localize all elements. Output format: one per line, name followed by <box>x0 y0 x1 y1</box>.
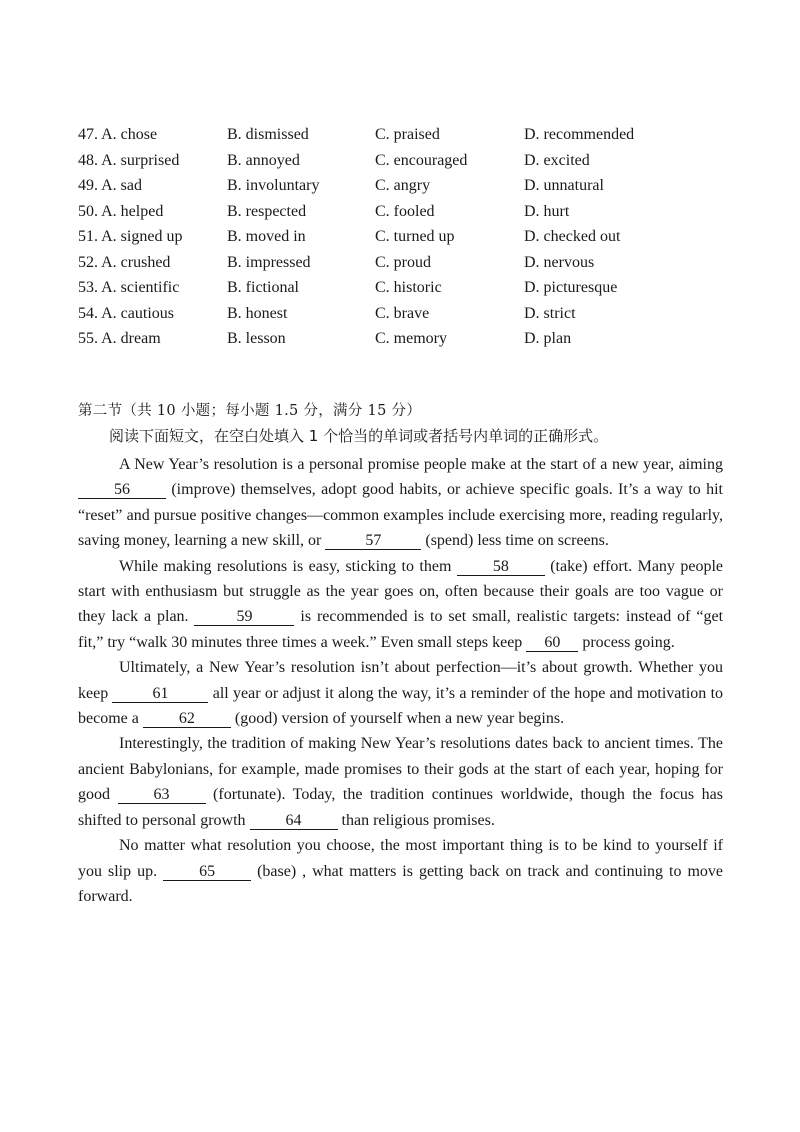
options-table <box>78 122 738 352</box>
option-row-48 <box>78 148 738 174</box>
option-b: B. fictional <box>227 279 299 296</box>
blank-58: 58 <box>457 558 545 576</box>
blank-57: 57 <box>325 532 421 550</box>
paragraph-3 <box>78 655 723 731</box>
option-row-52 <box>78 250 738 276</box>
blank-59: 59 <box>194 608 294 626</box>
paragraph-4 <box>78 731 723 833</box>
blank-63: 63 <box>118 786 206 804</box>
option-row-47 <box>78 122 738 148</box>
option-row-55 <box>78 326 738 352</box>
passage-text: While making resolutions is easy, sticking to them <box>119 557 457 575</box>
passage-text: (take) effort. Many people start with enthusiasm but struggle as the year goes on, often because their goals are too vague or they lack a plan. <box>78 557 724 626</box>
passage-text: (good) version of yourself when a new year begins. <box>230 710 565 728</box>
passage-text: all year or adjust it along the way, it’s a reminder of the hope and motivation to become a <box>78 684 724 728</box>
option-d: D. nervous <box>524 253 595 271</box>
option-a: 54. A. cautious <box>78 304 174 322</box>
passage-text: Interestingly, the tradition of making New Year’s resolutions dates back to ancient times. The ancient Babylonians, for example, made promises to their gods at the start of each year, hoping for good <box>78 735 723 804</box>
option-c: C. angry <box>375 177 431 194</box>
passage <box>78 452 723 909</box>
option-b: B. annoyed <box>227 151 300 169</box>
passage-text: process going. <box>578 633 675 651</box>
passage-text: A New Year’s resolution is a personal promise people make at the start of a new year, aiming <box>119 456 723 473</box>
option-c: C. historic <box>375 279 442 296</box>
blank-56: 56 <box>78 481 166 499</box>
option-d: D. excited <box>524 151 590 169</box>
blank-61: 61 <box>112 685 208 703</box>
option-c: C. memory <box>375 330 447 347</box>
passage-text: (improve) themselves, adopt good habits, or achieve specific goals. It’s a way to hit “reset” and pursue positive changes—common examples include exercising more, reading regularly, saving money, learning a new skill, or <box>78 481 723 550</box>
option-c: C. fooled <box>375 202 435 220</box>
paragraph-1 <box>78 452 723 554</box>
option-a: 50. A. helped <box>78 202 164 220</box>
option-row-50 <box>78 199 738 225</box>
option-row-49 <box>78 173 738 199</box>
option-c: C. praised <box>375 126 440 143</box>
option-d: D. checked out <box>524 228 621 245</box>
option-row-51 <box>78 224 738 250</box>
option-a: 52. A. crushed <box>78 253 171 271</box>
option-d: D. plan <box>524 330 572 347</box>
option-d: D. hurt <box>524 202 570 220</box>
option-c: C. turned up <box>375 228 455 245</box>
section-heading: 第二节（共 10 小题；每小题 1.5 分，满分 15 分） <box>78 403 422 419</box>
option-b: B. lesson <box>227 330 286 347</box>
passage-text: (base) , what matters is getting back on track and continuing to move forward. <box>78 862 723 905</box>
passage-text: No matter what resolution you choose, the most important thing is to be kind to yourself if you slip up. <box>78 837 723 880</box>
option-d: D. unnatural <box>524 177 604 194</box>
option-a: 51. A. signed up <box>78 228 183 245</box>
passage-text: than religious promises. <box>337 811 495 829</box>
option-d: D. picturesque <box>524 279 618 296</box>
option-row-54 <box>78 301 738 327</box>
option-c: C. brave <box>375 304 430 322</box>
blank-64: 64 <box>250 812 338 830</box>
passage-text: is recommended is to set small, realistic targets: instead of “get fit,” try “walk 30 minutes three times a week.” Even small steps keep <box>78 608 724 651</box>
option-a: 55. A. dream <box>78 330 161 347</box>
option-a: 53. A. scientific <box>78 279 180 296</box>
blank-60: 60 <box>526 634 578 652</box>
option-a: 47. A. chose <box>78 126 158 143</box>
blank-65: 65 <box>163 863 251 881</box>
option-a: 49. A. sad <box>78 177 142 194</box>
passage-text: Ultimately, a New Year’s resolution isn’t about perfection—it’s about growth. Whether you keep <box>78 659 723 702</box>
option-d: D. recommended <box>524 126 635 143</box>
option-d: D. strict <box>524 304 576 322</box>
option-b: B. respected <box>227 202 307 220</box>
option-b: B. moved in <box>227 228 306 245</box>
blank-62: 62 <box>143 710 231 728</box>
option-b: B. honest <box>227 304 288 322</box>
section-instruction: 阅读下面短文，在空白处填入 1 个恰当的单词或者括号内单词的正确形式。 <box>109 427 609 445</box>
passage-text: (spend) less time on screens. <box>421 532 609 550</box>
passage-text: (fortunate). Today, the tradition continues worldwide, though the focus has shifted to personal growth <box>78 786 723 829</box>
paragraph-5 <box>78 833 723 909</box>
option-b: B. impressed <box>227 253 311 271</box>
option-row-53 <box>78 275 738 301</box>
option-a: 48. A. surprised <box>78 151 180 169</box>
option-c: C. proud <box>375 253 431 271</box>
option-c: C. encouraged <box>375 151 468 169</box>
option-b: B. involuntary <box>227 177 320 194</box>
option-b: B. dismissed <box>227 126 309 143</box>
paragraph-2 <box>78 554 723 656</box>
